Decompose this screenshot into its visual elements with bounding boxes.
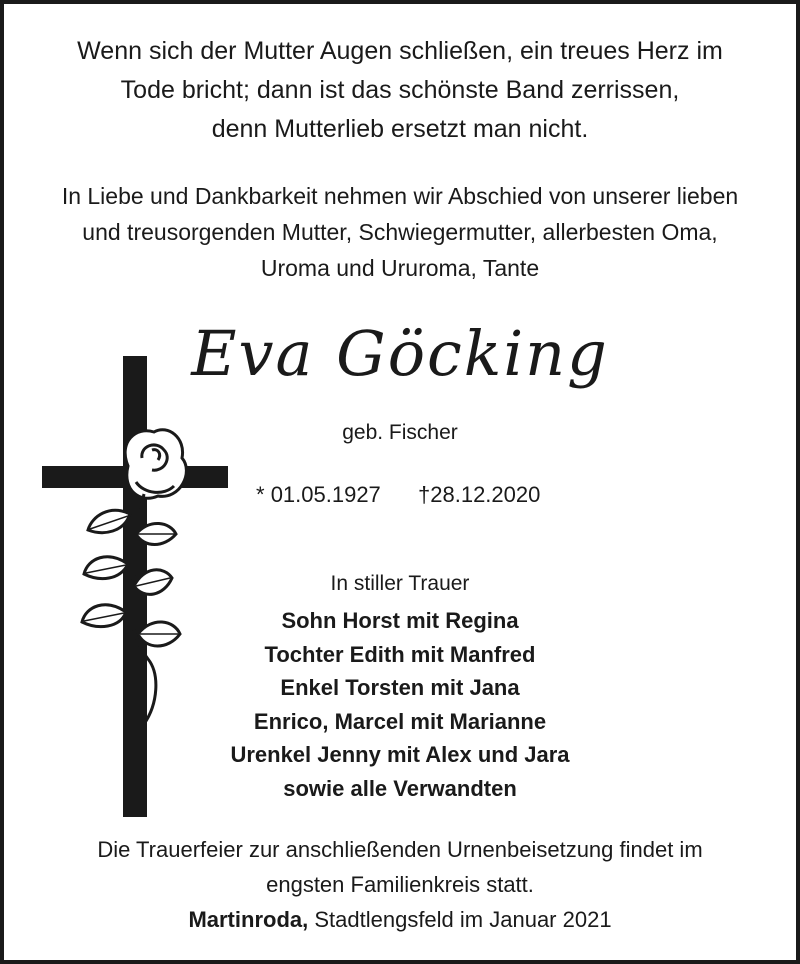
mourner-line: Enkel Torsten mit Jana — [280, 675, 520, 700]
deceased-name: Eva Göcking — [191, 317, 609, 390]
birth-date-group — [256, 478, 381, 512]
death-date: 28.12.2020 — [430, 482, 541, 507]
mourner-line: Sohn Horst mit Regina — [281, 608, 519, 633]
funeral-notice — [8, 832, 792, 902]
birth-date: 01.05.1927 — [270, 482, 381, 507]
mourner-line: sowie alle Verwandten — [283, 775, 517, 801]
death-symbol: † — [418, 482, 431, 507]
mourners-list — [8, 604, 792, 805]
poem — [8, 32, 792, 149]
place-rest: Stadtlengsfeld im Januar 2021 — [314, 907, 612, 932]
poem-line-1: Wenn sich der Mutter Augen schließen, ein treues Herz im — [77, 37, 723, 65]
place-town: Martinroda, — [188, 907, 309, 932]
mourner-line: Tochter Edith mit Manfred — [264, 641, 536, 667]
funeral-line-1: Die Trauerfeier zur anschließenden Urnenbeisetzung findet im — [97, 837, 703, 862]
birth-symbol: * — [256, 482, 265, 507]
intro-text — [8, 178, 792, 286]
mourner-line: Enrico, Marcel mit Marianne — [253, 708, 547, 734]
intro-line-3: Uroma und Ururoma, Tante — [260, 255, 540, 281]
funeral-line-2: engsten Familienkreis statt. — [266, 872, 534, 897]
intro-line-2: und treusorgenden Mutter, Schwiegermutter, allerbesten Oma, — [82, 219, 718, 245]
poem-line-3: denn Mutterlieb ersetzt man nicht. — [211, 115, 589, 143]
death-date-group — [418, 478, 540, 512]
place-and-date — [8, 902, 792, 938]
maiden-name: geb. Fischer — [342, 421, 458, 444]
mourning-heading: In stiller Trauer — [330, 572, 470, 595]
poem-line-2: Tode bricht; dann ist das schönste Band zerrissen, — [120, 76, 680, 104]
mourner-line: Urenkel Jenny mit Alex und Jara — [230, 742, 570, 767]
intro-line-1: In Liebe und Dankbarkeit nehmen wir Abschied von unserer lieben — [61, 183, 739, 209]
